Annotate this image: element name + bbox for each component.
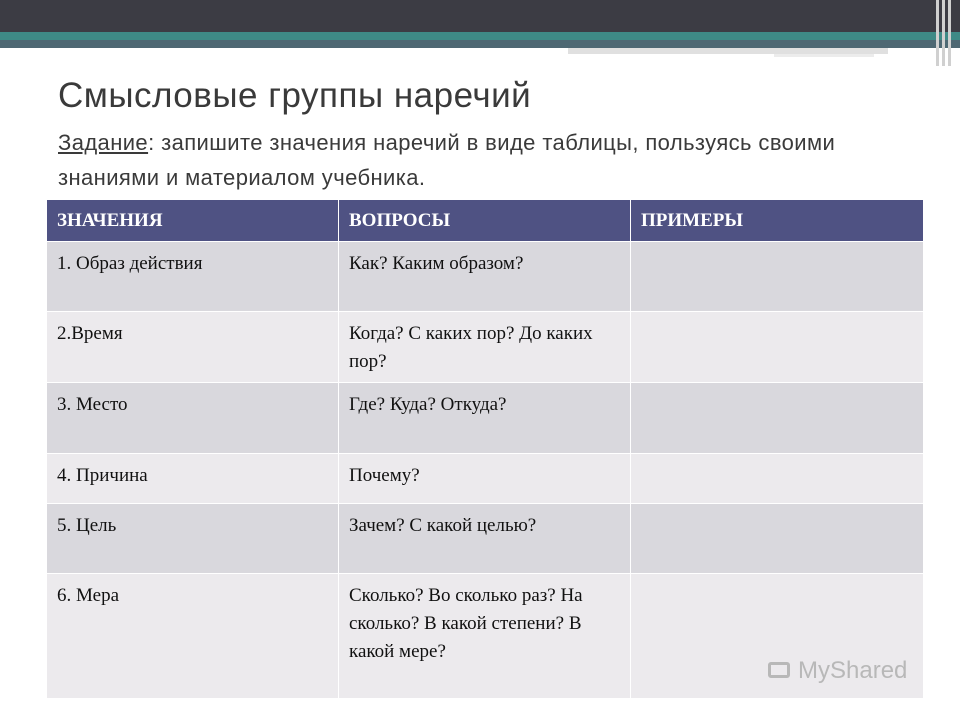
meaning-cell: 5. Цель bbox=[47, 504, 339, 574]
decor-vertical-lines bbox=[936, 0, 954, 66]
examples-cell[interactable] bbox=[631, 312, 924, 383]
myshared-logo-icon bbox=[768, 660, 794, 682]
table-row bbox=[47, 312, 924, 383]
table-row bbox=[47, 383, 924, 454]
examples-cell[interactable] bbox=[631, 504, 924, 574]
header-examples: ПРИМЕРЫ bbox=[631, 200, 924, 242]
header-meanings: ЗНАЧЕНИЯ bbox=[47, 200, 339, 242]
questions-cell: Где? Куда? Откуда? bbox=[339, 383, 631, 454]
examples-cell[interactable] bbox=[631, 242, 924, 312]
top-bar bbox=[0, 0, 960, 32]
task-label: Задание bbox=[58, 130, 149, 155]
questions-cell: Как? Каким образом? bbox=[339, 242, 631, 312]
questions-cell: Когда? С каких пор? До каких пор? bbox=[339, 312, 631, 383]
examples-cell[interactable] bbox=[631, 454, 924, 504]
slide-title: Смысловые группы наречий bbox=[58, 76, 532, 115]
table-header-row bbox=[47, 200, 924, 242]
table-row bbox=[47, 504, 924, 574]
decor-stripe-teal bbox=[0, 32, 960, 40]
watermark bbox=[768, 657, 907, 685]
examples-cell[interactable] bbox=[631, 383, 924, 454]
decor-stripe-light-small bbox=[774, 54, 874, 57]
task-body: : запишите значения наречий в виде таблицы, пользуясь своими знаниями и материалом учебника. bbox=[58, 130, 836, 190]
adverb-table bbox=[46, 199, 924, 699]
watermark-text: MyShared bbox=[798, 657, 908, 684]
questions-cell: Зачем? С какой целью? bbox=[339, 504, 631, 574]
header-questions: ВОПРОСЫ bbox=[339, 200, 631, 242]
questions-cell: Почему? bbox=[339, 454, 631, 504]
meaning-cell: 6. Мера bbox=[47, 574, 339, 699]
meaning-cell: 4. Причина bbox=[47, 454, 339, 504]
table-row bbox=[47, 242, 924, 312]
decor-stripe-dark bbox=[0, 40, 960, 48]
task-text bbox=[58, 125, 878, 195]
meaning-cell: 2.Время bbox=[47, 312, 339, 383]
questions-cell: Сколько? Во сколько раз? На сколько? В какой степени? В какой мере? bbox=[339, 574, 631, 699]
table-row bbox=[47, 454, 924, 504]
meaning-cell: 1. Образ действия bbox=[47, 242, 339, 312]
meaning-cell: 3. Место bbox=[47, 383, 339, 454]
